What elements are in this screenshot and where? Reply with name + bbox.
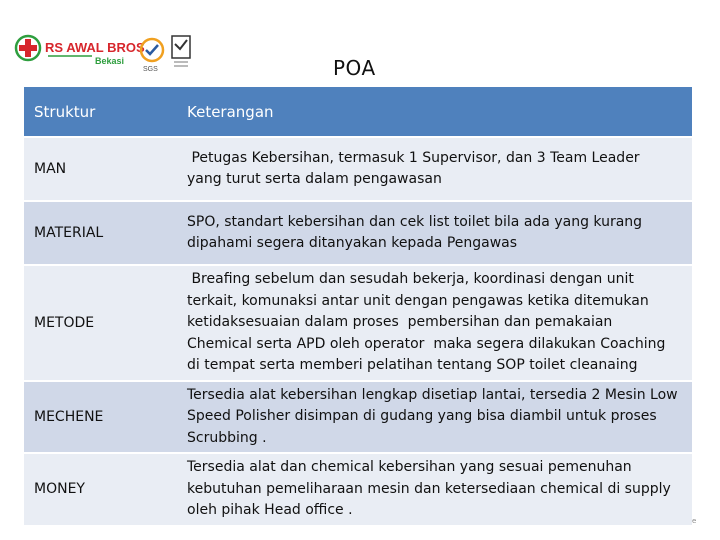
- table-row: [24, 201, 692, 265]
- accreditation-icon: [172, 36, 190, 66]
- cell-keterangan-text: Breafing sebelum dan sesudah bekerja, koordinasi dengan unit terkait, komunaksi antar unit dengan pengawas ketika ditemukan ketidaksesuaian dalam proses pembersihan dan pemakaian Chemical serta APD oleh operator maka segera dilakukan Coaching di tempat serta memberi pelatihan tentang SOP toilet cleanaing: [187, 271, 670, 373]
- cell-keterangan-text: Petugas Kebersihan, termasuk 1 Supervisor, dan 3 Team Leader yang turut serta dalam pengawasan: [187, 149, 645, 187]
- poa-table: [24, 87, 692, 527]
- table-row: [24, 381, 692, 454]
- hospital-logo-text: RS AWAL BROS: [45, 40, 145, 55]
- cell-keterangan-text: SPO, standart kebersihan dan cek list toilet bila ada yang kurang dipahami segera ditanyakan kepada Pengawas: [187, 213, 647, 251]
- table-header-row: [24, 87, 692, 137]
- column-header-struktur: Struktur: [24, 87, 175, 137]
- hospital-logo-subtext: Bekasi: [95, 56, 125, 66]
- page-title: POA: [333, 56, 376, 80]
- table-row: [24, 453, 692, 526]
- cell-struktur: METODE: [24, 265, 175, 381]
- cell-keterangan: [175, 201, 692, 265]
- cert-badge-text: SGS: [143, 66, 158, 73]
- cell-keterangan: [175, 137, 692, 201]
- table-row: [24, 137, 692, 201]
- footer-page-mark: e: [692, 517, 697, 525]
- cell-struktur: MATERIAL: [24, 201, 175, 265]
- cell-keterangan: [175, 453, 692, 526]
- cell-struktur: MAN: [24, 137, 175, 201]
- column-header-keterangan: Keterangan: [175, 87, 692, 137]
- cell-keterangan-text: Tersedia alat dan chemical kebersihan yang sesuai pemenuhan kebutuhan pemeliharaan mesin dan ketersediaan chemical di supply oleh pihak Head office .: [187, 459, 676, 518]
- hospital-logo: [12, 30, 194, 74]
- cell-struktur: MECHENE: [24, 381, 175, 454]
- cell-keterangan: [175, 381, 692, 454]
- cell-keterangan-text: Tersedia alat kebersihan lengkap disetiap lantai, tersedia 2 Mesin Low Speed Polisher disimpan di gudang yang bisa diambil untuk proses Scrubbing .: [187, 386, 683, 446]
- cell-keterangan: [175, 265, 692, 381]
- table-row: [24, 265, 692, 381]
- header-logos: [12, 30, 194, 74]
- cell-struktur: MONEY: [24, 453, 175, 526]
